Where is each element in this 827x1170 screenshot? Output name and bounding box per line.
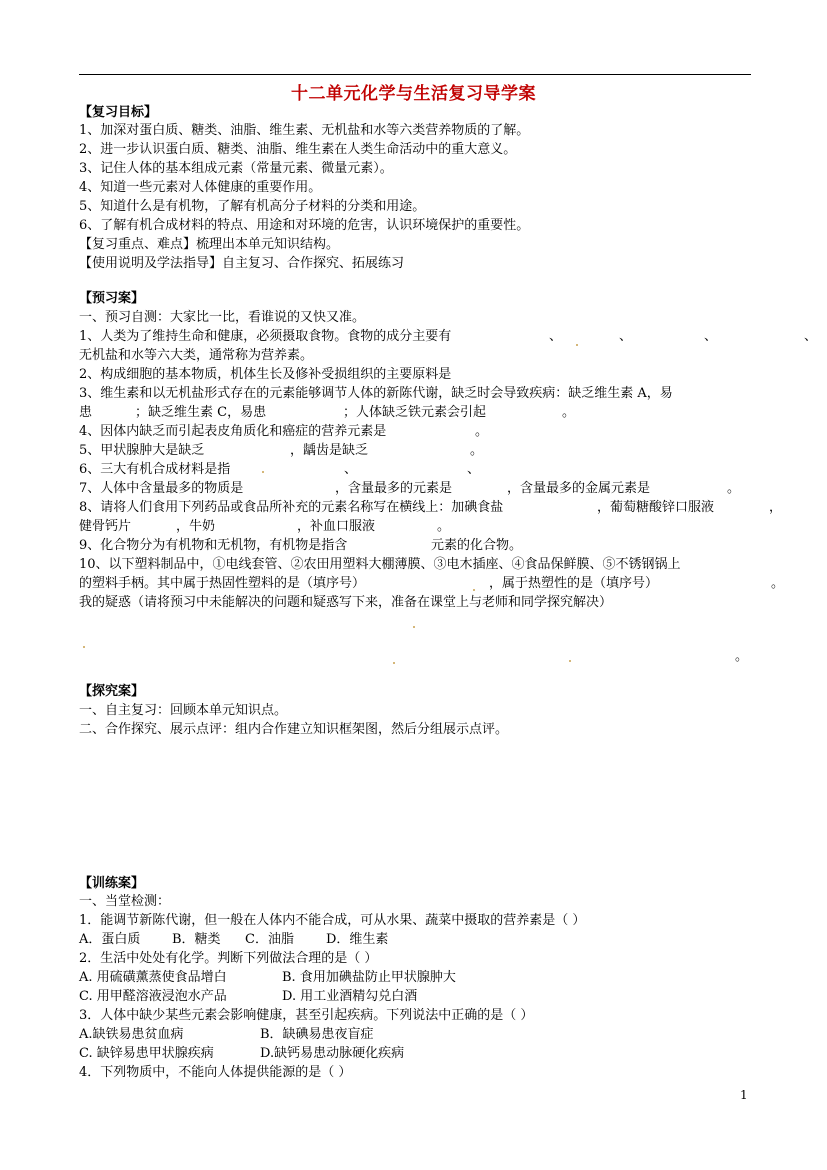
preview-doubts: 我的疑惑（请将预习中未能解决的问题和疑惑写下来，准备在课堂上与老师和同学探究解决） — [79, 595, 613, 610]
preview-heading: 【预习案】 — [79, 291, 145, 306]
q3-option-c: C. 缺锌易患甲状腺疾病 — [79, 1046, 214, 1061]
explore-item-1: 一、自主复习：回顾本单元知识点。 — [79, 703, 288, 718]
q3-part-1: 患 — [79, 405, 93, 420]
q2-option-a: A. 用硫磺薰蒸使食品增白 — [79, 970, 227, 985]
scan-speck — [473, 589, 475, 591]
explore-item-2: 二、合作探究、展示点评：组内合作建立知识框架图，然后分组展示点评。 — [79, 722, 509, 737]
q1-option-d: D．维生素 — [326, 932, 389, 947]
q1-option-b: B．糖类 — [172, 932, 221, 947]
training-q3-options-row2 — [79, 1045, 759, 1063]
preview-q1-line1 — [79, 328, 818, 346]
q10-part-2: ，属于热塑性的是（填序号） — [489, 576, 659, 591]
page-title: 十二单元化学与生活复习导学案 — [291, 84, 536, 104]
q2-option-b: B. 食用加碘盐防止甲状腺肿大 — [282, 970, 456, 985]
preview-q7 — [79, 480, 759, 498]
q9-part-2: 元素的化合物。 — [431, 538, 523, 553]
preview-q2: 2、构成细胞的基本物质，机体生长及修补受损组织的主要原料是 — [79, 367, 452, 382]
doubts-end: 。 — [735, 649, 749, 664]
training-heading: 【训练案】 — [79, 876, 145, 891]
training-q3: 3．人体中缺少某些元素会影响健康，甚至引起疾病。下列说法中正确的是（ ） — [79, 1008, 534, 1023]
goal-item-1: 1、加深对蛋白质、糖类、油脂、维生素、无机盐和水等六类营养物质的了解。 — [79, 123, 530, 138]
q8-part-6: ，补血口服液 — [297, 519, 376, 534]
q1-sep-4: 、 — [804, 329, 818, 344]
q1-option-a: A．蛋白质 — [79, 932, 141, 947]
goal-item-3: 3、记住人体的基本组成元素（常量元素、微量元素）。 — [79, 161, 393, 176]
preview-q3-line2 — [79, 404, 759, 422]
training-q2-options-row2 — [79, 988, 759, 1006]
preview-q4 — [79, 423, 759, 441]
scan-speck — [393, 662, 395, 664]
page-number: 1 — [740, 1088, 748, 1102]
q4-text: 4、因体内缺乏而引起表皮角质化和癌症的营养元素是 — [79, 424, 387, 439]
preview-q9 — [79, 537, 759, 555]
scan-speck — [576, 344, 578, 346]
training-intro: 一、当堂检测： — [79, 894, 171, 909]
training-q1-options — [79, 931, 759, 949]
goal-item-5: 5、知道什么是有机物，了解有机高分子材料的分类和用途。 — [79, 199, 426, 214]
method-guide: 【使用说明及学法指导】自主复习、合作探究、拓展练习 — [79, 256, 405, 271]
q3-end: 。 — [562, 405, 576, 420]
preview-q1-line2: 无机盐和水等六大类，通常称为营养素。 — [79, 348, 314, 363]
q8-part-5: ，牛奶 — [176, 519, 216, 534]
training-q1: 1．能调节新陈代谢，但一般在人体内不能合成，可从水果、蔬菜中摄取的营养素是（ ） — [79, 913, 586, 928]
q1-sep-3: 、 — [704, 329, 718, 344]
training-q2-options-row1 — [79, 969, 759, 987]
preview-intro: 一、预习自测：大家比一比，看谁说的又快又准。 — [79, 310, 366, 325]
preview-q10-line2 — [79, 575, 785, 593]
q3-option-b: B．缺碘易患夜盲症 — [260, 1027, 374, 1042]
q2-option-c: C. 用甲醛溶液浸泡水产品 — [79, 989, 227, 1004]
q8-part-2: ，葡萄糖酸锌口服液 — [597, 500, 715, 515]
preview-q8-line2 — [79, 518, 759, 536]
q6-sep-1: 、 — [344, 462, 358, 477]
scan-speck — [413, 626, 415, 628]
q5-part-2: ，龋齿是缺乏 — [290, 443, 369, 458]
q1-text: 1、人类为了维持生命和健康，必须摄取食物。食物的成分主要有 — [79, 329, 452, 344]
preview-q3-line1: 3、维生素和以无机盐形式存在的元素能够调节人体的新陈代谢，缺乏时会导致疾病：缺乏维生素 A，易 — [79, 386, 673, 401]
review-goals-heading: 【复习目标】 — [79, 105, 158, 120]
scan-speck — [569, 660, 571, 662]
scan-speck — [262, 471, 264, 473]
q1-sep-2: 、 — [619, 329, 633, 344]
scan-speck — [83, 646, 85, 648]
q1-option-c: C．油脂 — [245, 932, 294, 947]
q8-part-3: ， — [769, 500, 783, 515]
goal-item-4: 4、知道一些元素对人体健康的重要作用。 — [79, 180, 322, 195]
q7-part-2: ，含量最多的元素是 — [335, 481, 453, 496]
training-q4: 4．下列物质中，不能向人体提供能源的是（ ） — [79, 1065, 352, 1080]
q9-part-1: 9、化合物分为有机物和无机物，有机物是指含 — [79, 538, 348, 553]
q8-part-1: 8、请将人们食用下列药品或食品所补充的元素名称写在横线上：加碘食盐 — [79, 500, 504, 515]
preview-q5 — [79, 442, 759, 460]
q10-end: 。 — [771, 576, 785, 591]
q10-part-1: 的塑料手柄。其中属于热固性塑料的是（填序号） — [79, 576, 366, 591]
preview-q6 — [79, 461, 759, 479]
training-q3-options-row1 — [79, 1026, 759, 1044]
header-rule — [79, 74, 751, 75]
q3-part-2: ；缺乏维生素 C，易患 — [135, 405, 267, 420]
q1-sep-1: 、 — [549, 329, 563, 344]
q3-option-a: A.缺铁易患贫血病 — [79, 1027, 184, 1042]
q6-text: 6、三大有机合成材料是指 — [79, 462, 231, 477]
q6-sep-2: 、 — [467, 462, 481, 477]
q5-end: 。 — [470, 443, 484, 458]
training-q2: 2．生活中处处有化学。判断下列做法合理的是（ ） — [79, 951, 378, 966]
goal-item-2: 2、进一步认识蛋白质、糖类、油脂、维生素在人类生命活动中的重大意义。 — [79, 142, 517, 157]
explore-heading: 【探究案】 — [79, 684, 145, 699]
q7-end: 。 — [727, 481, 741, 496]
goal-item-6: 6、了解有机合成材料的特点、用途和对环境的危害，认识环境保护的重要性。 — [79, 218, 530, 233]
q8-part-4: 健骨钙片 — [79, 519, 132, 534]
preview-q8-line1 — [79, 499, 783, 517]
q4-end: 。 — [475, 424, 489, 439]
q8-end: 。 — [437, 519, 451, 534]
preview-q10-line1: 10、以下塑料制品中，①电线套管、②农田用塑料大棚薄膜、③电木插座、④食品保鲜膜、⑤不锈钢锅上 — [79, 557, 681, 572]
q7-part-1: 7、人体中含量最多的物质是 — [79, 481, 244, 496]
q5-part-1: 5、甲状腺肿大是缺乏 — [79, 443, 205, 458]
q7-part-3: ，含量最多的金属元素是 — [507, 481, 651, 496]
q3-option-d: D.缺钙易患动脉硬化疾病 — [260, 1046, 405, 1061]
key-points: 【复习重点、难点】梳理出本单元知识结构。 — [79, 237, 340, 252]
q3-part-3: ；人体缺乏铁元素会引起 — [343, 405, 487, 420]
q2-option-d: D. 用工业酒精勾兑白酒 — [282, 989, 418, 1004]
